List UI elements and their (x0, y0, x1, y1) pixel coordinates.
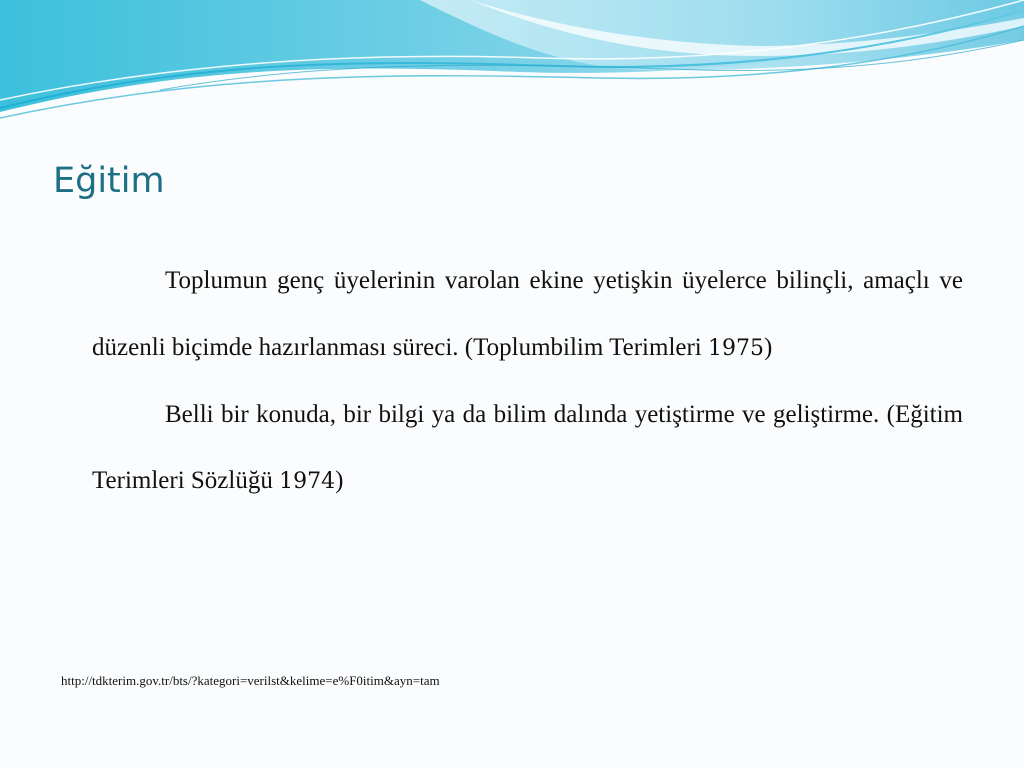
paragraph-text: Toplumun genç üyelerinin varolan ekine yetişkin üyelerce bilinçli, amaçlı ve düzenli biçimde hazırlanması süreci. (Toplumbilim Terimleri (92, 267, 963, 361)
definition-paragraph (92, 382, 963, 515)
wave-header-decoration (0, 0, 1024, 130)
source-url: http://tdkterim.gov.tr/bts/?kategori=verilst&kelime=e%F0itim&ayn=tam (61, 673, 440, 688)
citation-close: ) (335, 467, 344, 494)
slide-body (92, 247, 963, 515)
definition-paragraph (92, 247, 963, 382)
citation-year: 1974 (279, 469, 336, 494)
citation-year: 1975 (708, 336, 765, 361)
citation-close: ) (764, 334, 773, 361)
paragraph-text: Belli bir konuda, bir bilgi ya da bilim dalında yetiştirme ve geliştirme. (Eğitim Terimleri Sözlüğü (92, 401, 963, 494)
slide-title: Eğitim (53, 161, 165, 201)
